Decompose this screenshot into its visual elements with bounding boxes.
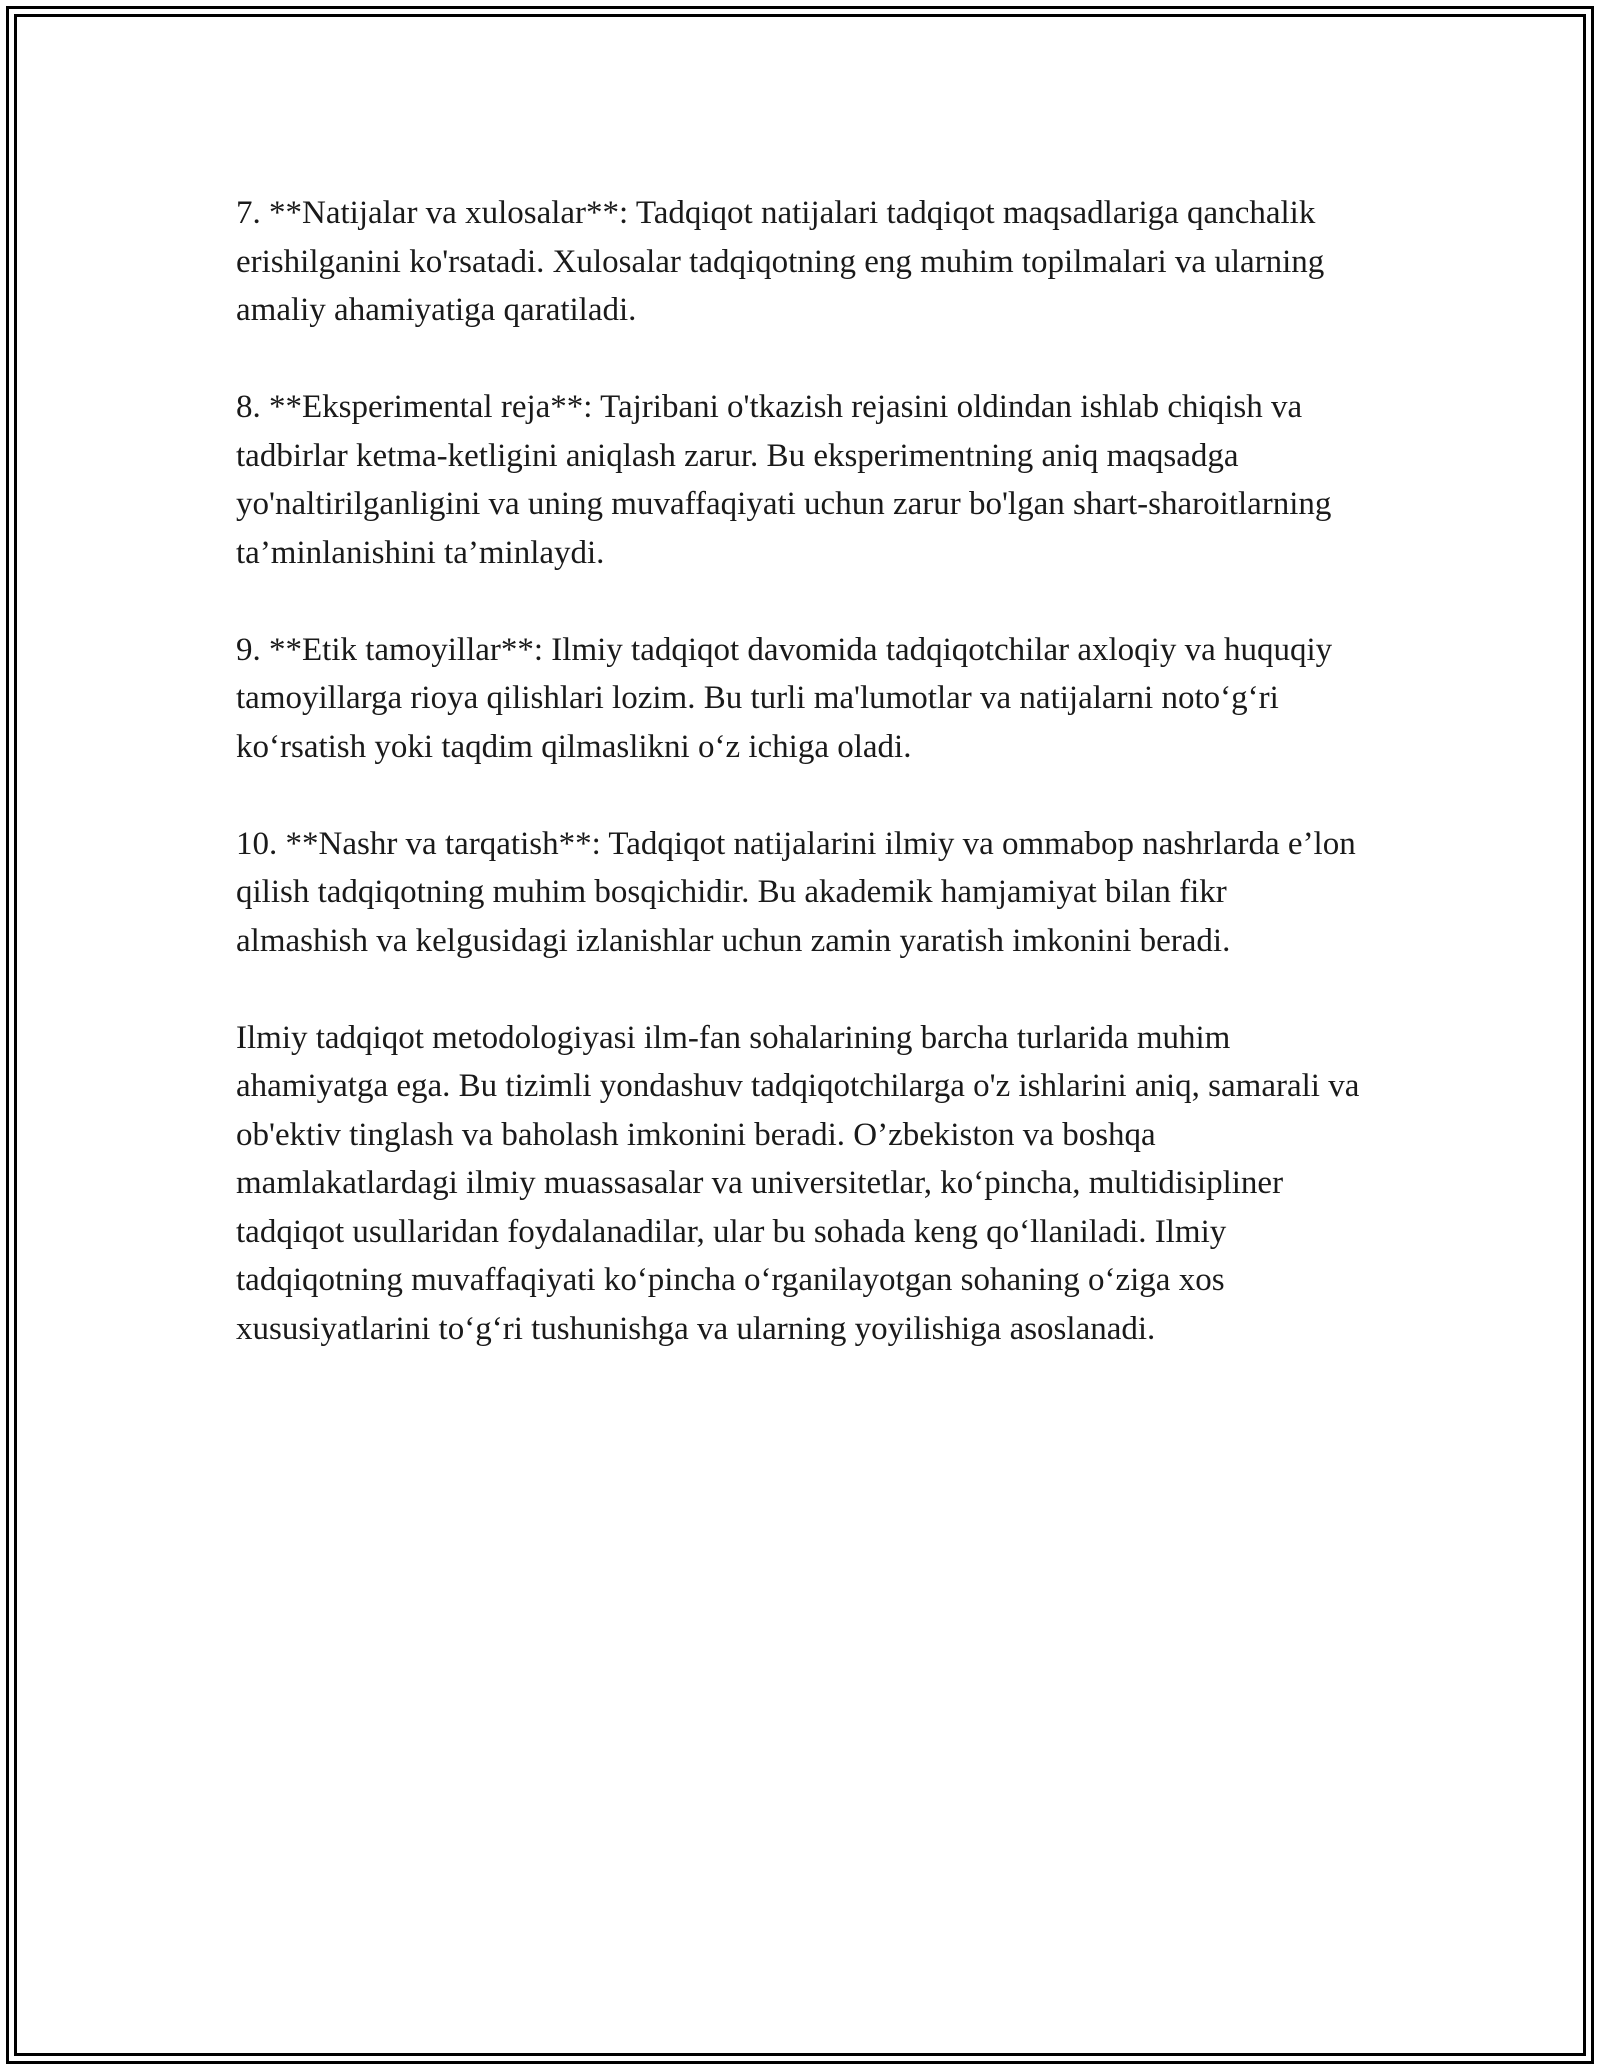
paragraph-experimental-plan: 8. **Eksperimental reja**: Tajribani o'tkazish rejasini oldindan ishlab chiqish va tadbirlar ketma-ketligini aniqlash zarur. Bu eksperimentning aniq maqsadga yo'naltirilganligini va uning muvaffaqiyati uchun zarur bo'lgan shart-sharoitlarning ta’minlanishini ta’minlaydi. [236,389,1332,571]
paragraph-publication-distribution: 10. **Nashr va tarqatish**: Tadqiqot natijalarini ilmiy va ommabop nashrlarda e’lon qilish tadqiqotning muhim bosqichidir. Bu akademik hamjamiyat bilan fikr almashish va kelgusidagi izlanishlar uchun zamin yaratish imkonini beradi. [236,825,1356,959]
paragraph-results-conclusions: 7. **Natijalar va xulosalar**: Tadqiqot natijalari tadqiqot maqsadlariga qanchalik erishilganini ko'rsatadi. Xulosalar tadqiqotning eng muhim topilmalari va ularning amaliy ahamiyatiga qaratiladi. [236,195,1325,328]
paragraph-methodology-summary: Ilmiy tadqiqot metodologiyasi ilm-fan sohalarining barcha turlarida muhim ahamiyatga ega. Bu tizimli yondashuv tadqiqotchilarga o'z ishlarini aniq, samarali va ob'ektiv tinglash va baholash imkonini beradi. O’zbekiston va boshqa mamlakatlardagi ilmiy muassasalar va universitetlar, ko‘pincha, multidisipliner tadqiqot usullaridan foydalanadilar, ular bu sohada keng qo‘llaniladi. Ilmiy tadqiqotning muvaffaqiyati ko‘pincha o‘rganilayotgan sohaning o‘ziga xos xususiyatlarini to‘g‘ri tushunishga va ularning yoyilishiga asoslanadi. [236,1019,1360,1347]
document-body [236,189,1366,1353]
paragraph-ethical-principles: 9. **Etik tamoyillar**: Ilmiy tadqiqot davomida tadqiqotchilar axloqiy va huquqiy tamoyillarga rioya qilishlari lozim. Bu turli ma'lumotlar va natijalarni noto‘g‘ri ko‘rsatish yoki taqdim qilmaslikni o‘z ichiga oladi. [236,631,1333,765]
